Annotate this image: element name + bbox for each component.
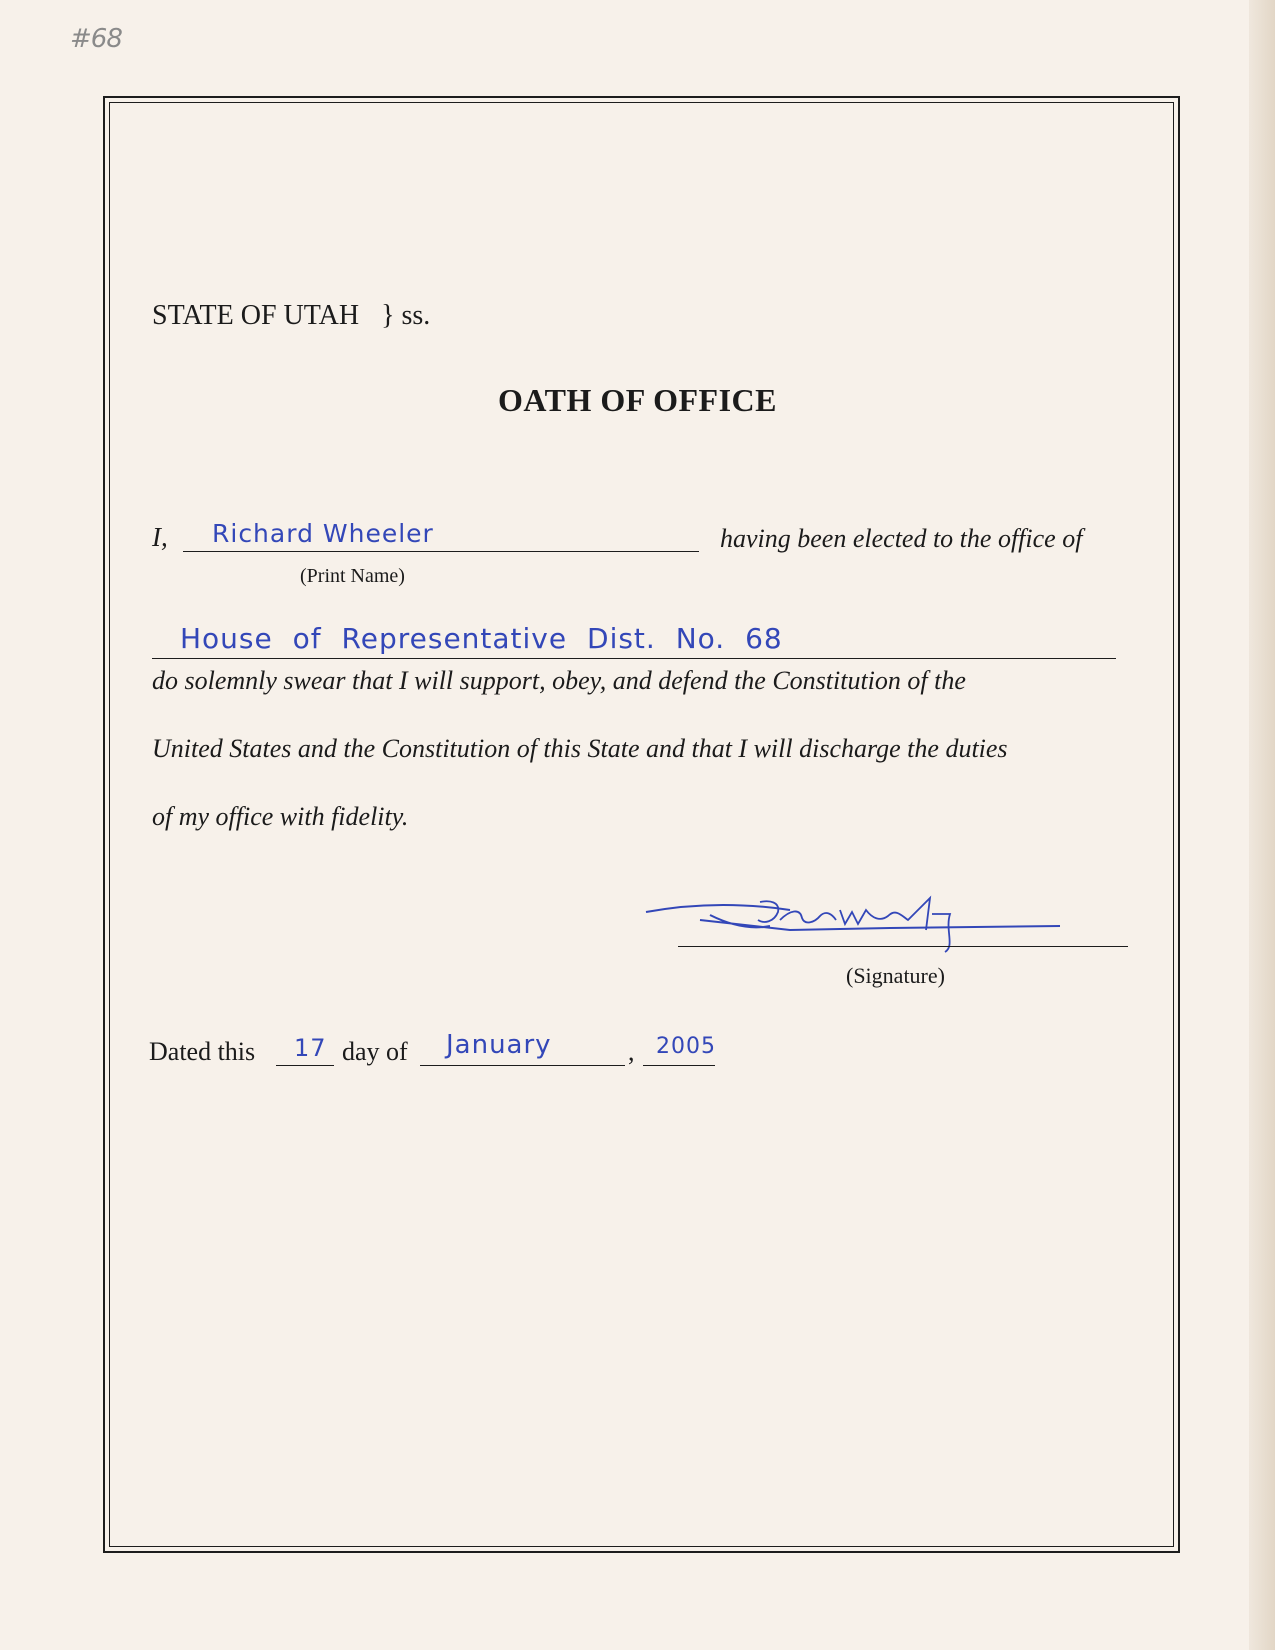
state-name: STATE OF UTAH <box>152 300 360 331</box>
ss-mark: } ss. <box>381 300 431 331</box>
date-comma: , <box>628 1037 635 1066</box>
day-of-text: day of <box>342 1037 408 1066</box>
month-underline[interactable] <box>420 1065 625 1066</box>
handwritten-name: Richard Wheeler <box>212 519 434 548</box>
year-underline[interactable] <box>643 1065 715 1066</box>
handwritten-month: January <box>446 1030 552 1060</box>
oath-i-prefix: I, <box>152 522 168 552</box>
handwritten-day: 17 <box>294 1034 327 1062</box>
oath-text-line-2: United States and the Constitution of this State and that I will discharge the duties <box>152 734 1008 763</box>
oath-text-line-1: do solemnly swear that I will support, obey, and defend the Constitution of the <box>152 666 966 695</box>
state-heading <box>152 300 430 332</box>
office-underline[interactable] <box>152 658 1116 659</box>
signature-caption: (Signature) <box>846 963 945 988</box>
dated-prefix: Dated this <box>149 1037 256 1066</box>
handwritten-signature <box>640 890 1120 970</box>
name-suffix-text: having been elected to the office of <box>720 524 1083 553</box>
oath-text-line-3: of my office with fidelity. <box>152 802 409 831</box>
handwritten-office: House of Representative Dist. No. 68 <box>180 622 783 655</box>
day-underline[interactable] <box>276 1065 334 1066</box>
print-name-caption: (Print Name) <box>300 565 405 587</box>
name-underline[interactable] <box>183 551 699 552</box>
signature-line[interactable] <box>678 946 1128 947</box>
page-edge-shade <box>1249 0 1275 1650</box>
handwritten-year: 2005 <box>656 1034 716 1059</box>
corner-note: #68 <box>70 24 122 54</box>
document-title: OATH OF OFFICE <box>498 382 777 418</box>
dated-row <box>149 1037 255 1067</box>
